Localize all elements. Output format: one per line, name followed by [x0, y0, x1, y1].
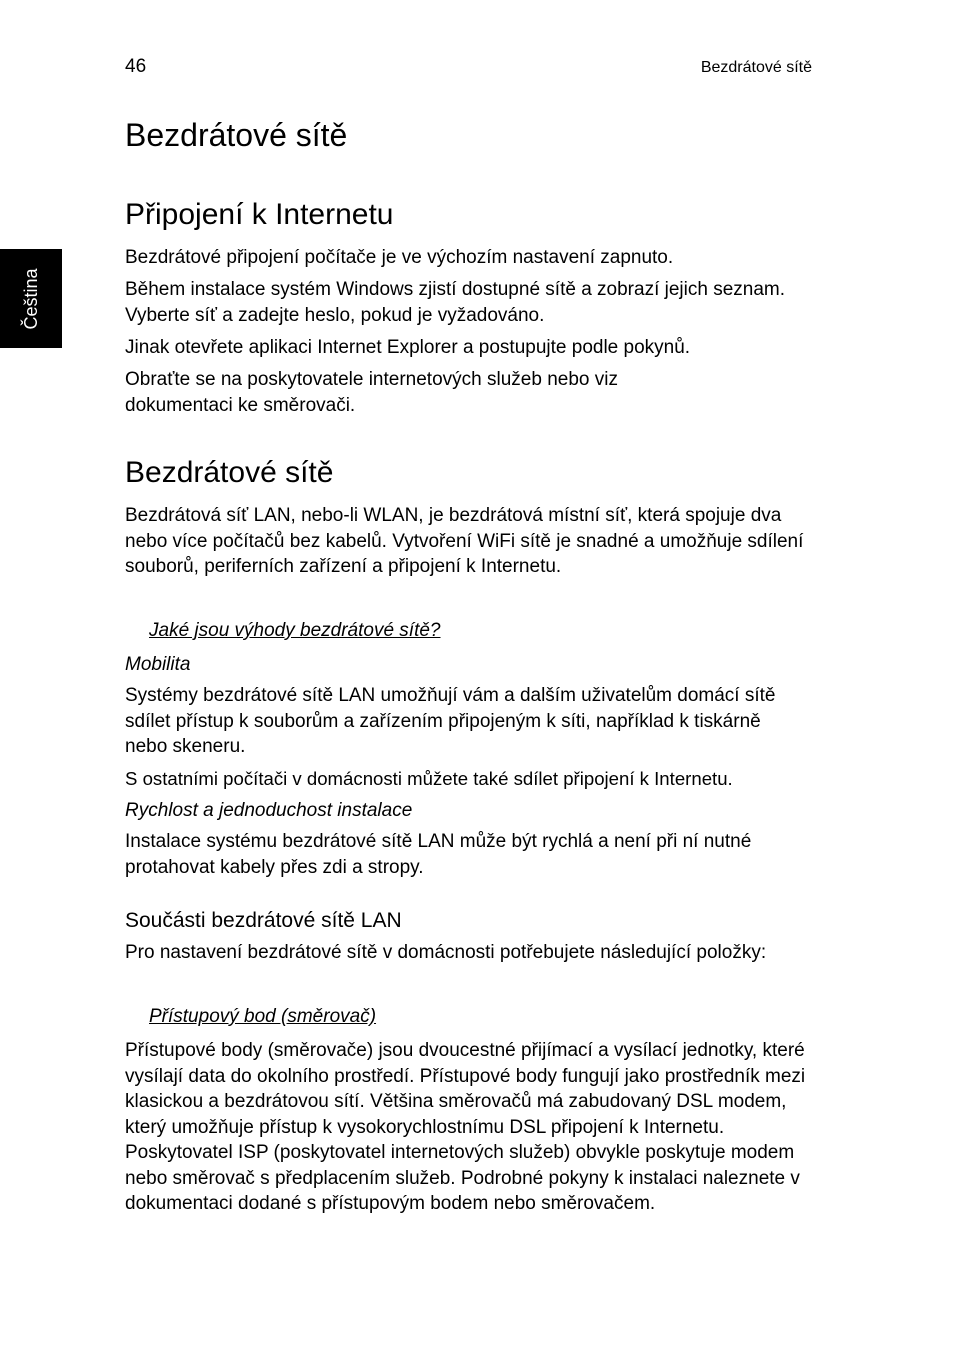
paragraph: Bezdrátová síť LAN, nebo-li WLAN, je bezdrátová místní síť, která spojuje dva nebo více počítačů bez kabelů. Vytvoření WiFi sítě je snadné a umožňuje sdílení souborů, periferních zařízení a připojení k Internetu.	[125, 505, 804, 577]
paragraph: Jinak otevřete aplikaci Internet Explorer a postupujte podle pokynů.	[125, 337, 691, 358]
heading-wlan-components: Součásti bezdrátové sítě LAN	[125, 909, 402, 932]
subheading-speed: Rychlost a jednoduchost instalace	[125, 800, 413, 821]
subheading-mobility: Mobilita	[125, 654, 191, 675]
paragraph: Přístupové body (směrovače) jsou dvoucestné přijímací a vysílací jednotky, které vysílají data do okolního prostředí. Přístupové body fungují jako prostředník mezi klasickou a bezdrátovou sítí. Většina směrovačů má zabudovaný DSL modem, který umožňuje přístup k vysokorychlostnímu DSL připojení k Internetu. Poskytovatel ISP (poskytovatel internetových služeb) obvykle poskytuje modem nebo směrovač s předplacením služeb. Podrobné pokyny k instalaci naleznete v dokumentaci dodané s přístupovým bodem nebo směrovačem.	[125, 1040, 806, 1214]
benefits-link[interactable]: Jaké jsou výhody bezdrátové sítě?	[149, 620, 441, 641]
paragraph: Obraťte se na poskytovatele internetových služeb nebo viz dokumentaci ke směrovači.	[125, 369, 618, 416]
running-header: Bezdrátové sítě	[700, 59, 812, 76]
paragraph: S ostatními počítači v domácnosti můžete také sdílet připojení k Internetu.	[125, 768, 733, 789]
paragraph: Systémy bezdrátové sítě LAN umožňují vám a dalším uživatelům domácí sítě sdílet přístup k souborům a zařízením připojeným k síti, například k tiskárně nebo skeneru.	[125, 685, 776, 757]
paragraph: Pro nastavení bezdrátové sítě v domácnosti potřebujete následující položky:	[125, 942, 767, 963]
heading-wireless-networks: Bezdrátové sítě	[125, 456, 334, 489]
language-side-tab	[0, 249, 62, 348]
language-label: Čeština	[21, 267, 41, 330]
heading-internet-connection: Připojení k Internetu	[125, 198, 394, 231]
paragraph: Bezdrátové připojení počítače je ve výchozím nastavení zapnuto.	[125, 247, 674, 268]
paragraph: Instalace systému bezdrátové sítě LAN může být rychlá a není při ní nutné protahovat kabely přes zdi a stropy.	[125, 831, 752, 878]
page-title: Bezdrátové sítě	[125, 117, 348, 153]
access-point-link[interactable]: Přístupový bod (směrovač)	[149, 1006, 377, 1027]
page-number: 46	[125, 56, 147, 77]
paragraph: Během instalace systém Windows zjistí dostupné sítě a zobrazí jejich seznam. Vyberte síť a zadejte heslo, pokud je vyžadováno.	[125, 279, 786, 326]
